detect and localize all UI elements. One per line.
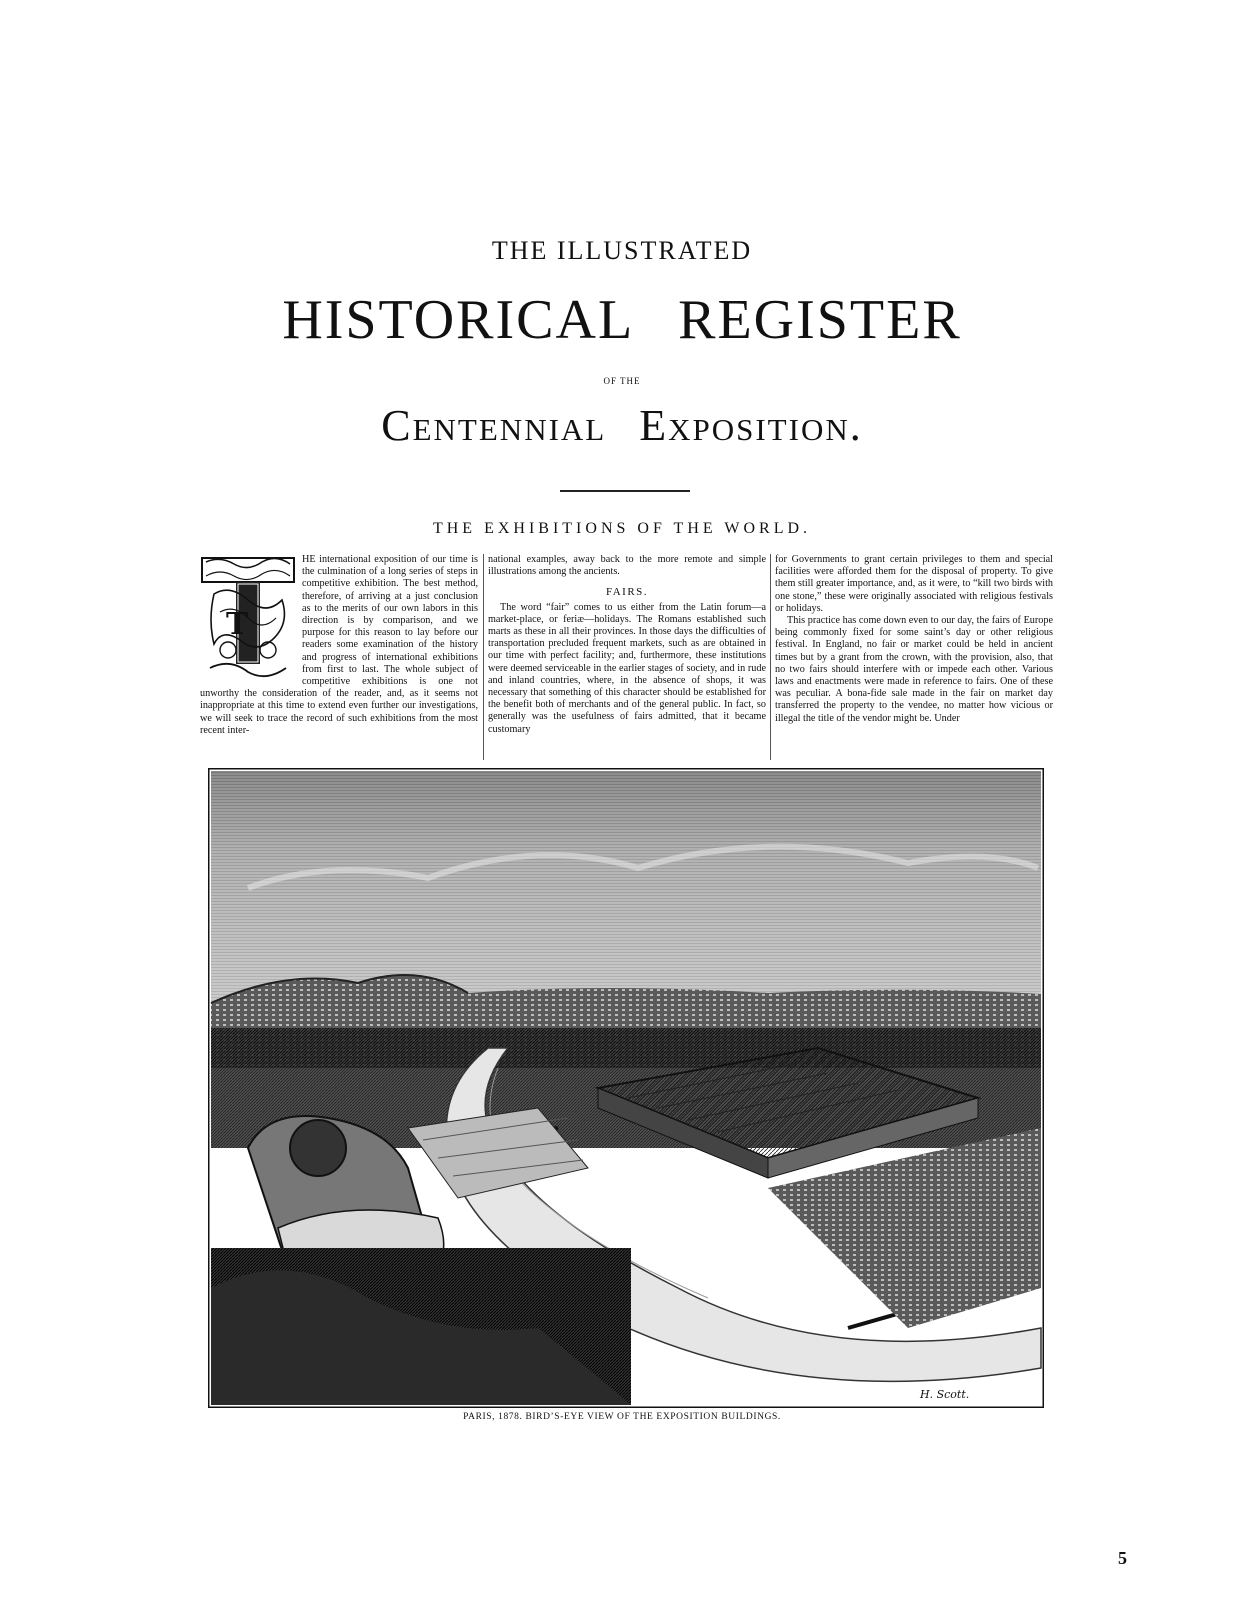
- column-divider-2: [770, 554, 771, 760]
- column-3-paragraph-1: for Governments to grant certain privileges to them and special facilities were afforded them for the disposal of property. To give them still greater importance, and, as it were, to “kill two birds with one stone,” these were originally associated with religious festivals or holidays.: [775, 554, 1053, 614]
- article-column-3: [775, 554, 1053, 725]
- engraver-signature: H. Scott.: [920, 1388, 970, 1401]
- column-3-paragraph-2: This practice has come down even to our day, the fairs of Europe being commonly fixed for some saint’s day or other religious festival. In England, no fair or market could be held in ancient times but by a grant from the crown, with the provision, also, that no two fairs should interfere with or impede each other. Various laws and enactments were made in reference to fairs. One of these was peculiar. A bona-fide sale made in the fair on market day transferred the property to the vendee, no matter how vicious or illegal the title of the vendor might be. Under: [775, 615, 1053, 724]
- column-divider-1: [483, 554, 484, 760]
- main-title: HISTORICAL REGISTER: [282, 289, 962, 351]
- subtitle: Centennial Exposition.: [381, 401, 863, 450]
- article-heading: THE EXHIBITIONS OF THE WORLD.: [432, 520, 812, 537]
- column-2-paragraph-1: national examples, away back to the more remote and simple illustrations among the ancients.: [488, 554, 766, 578]
- article-column-1: [200, 554, 478, 737]
- of-the-label: OF THE: [603, 376, 641, 386]
- kicker-title: THE ILLUSTRATED: [491, 236, 753, 265]
- illustration-caption: PARIS, 1878. BIRD’S-EYE VIEW OF THE EXPOSITION BUILDINGS.: [463, 1412, 781, 1422]
- exposition-engraving-illustration: [208, 768, 1044, 1408]
- title-rule: [560, 490, 690, 492]
- article-column-2: [488, 554, 766, 736]
- dropcap-letter: T: [226, 607, 249, 642]
- column-2-paragraph-2: The word “fair” comes to us either from the Latin forum—a market-place, or feriæ—holidays. The Romans established such marts as these in all their provinces. In those days the difficulties of transportation precluded frequent markets, such as are obtained in our time with perfect facility; and, furthermore, these institutions were deemed serviceable in the earlier stages of society, and in rude and inland countries, where, in the absence of shops, it was necessary that something of this character should be established for the benefit both of merchants and of the general public. In fact, so generally was the usefulness of fairs admitted, that it became customary: [488, 601, 766, 735]
- page-number: 5: [1118, 1548, 1127, 1568]
- column-1-paragraph-1: HE international exposition of our time is the culmination of a long series of steps in competitive exhibition. The best method, therefore, of arriving at a just conclusion as to the merits of our own labors in this direction is by comparison, and we purpose for this reason to lay before our readers some examination of the history and progress of international exhibitions from first to last. The whole subject of competitive exhibitions is one not unworthy the consideration of the reader, and, as it seems not inappropriate at this time to extend even further our investigations, we will seek to trace the record of such exhibitions from the most recent inter-: [200, 554, 478, 736]
- ornamental-dropcap-icon: [200, 554, 296, 682]
- fairs-subheading: FAIRS.: [605, 586, 649, 599]
